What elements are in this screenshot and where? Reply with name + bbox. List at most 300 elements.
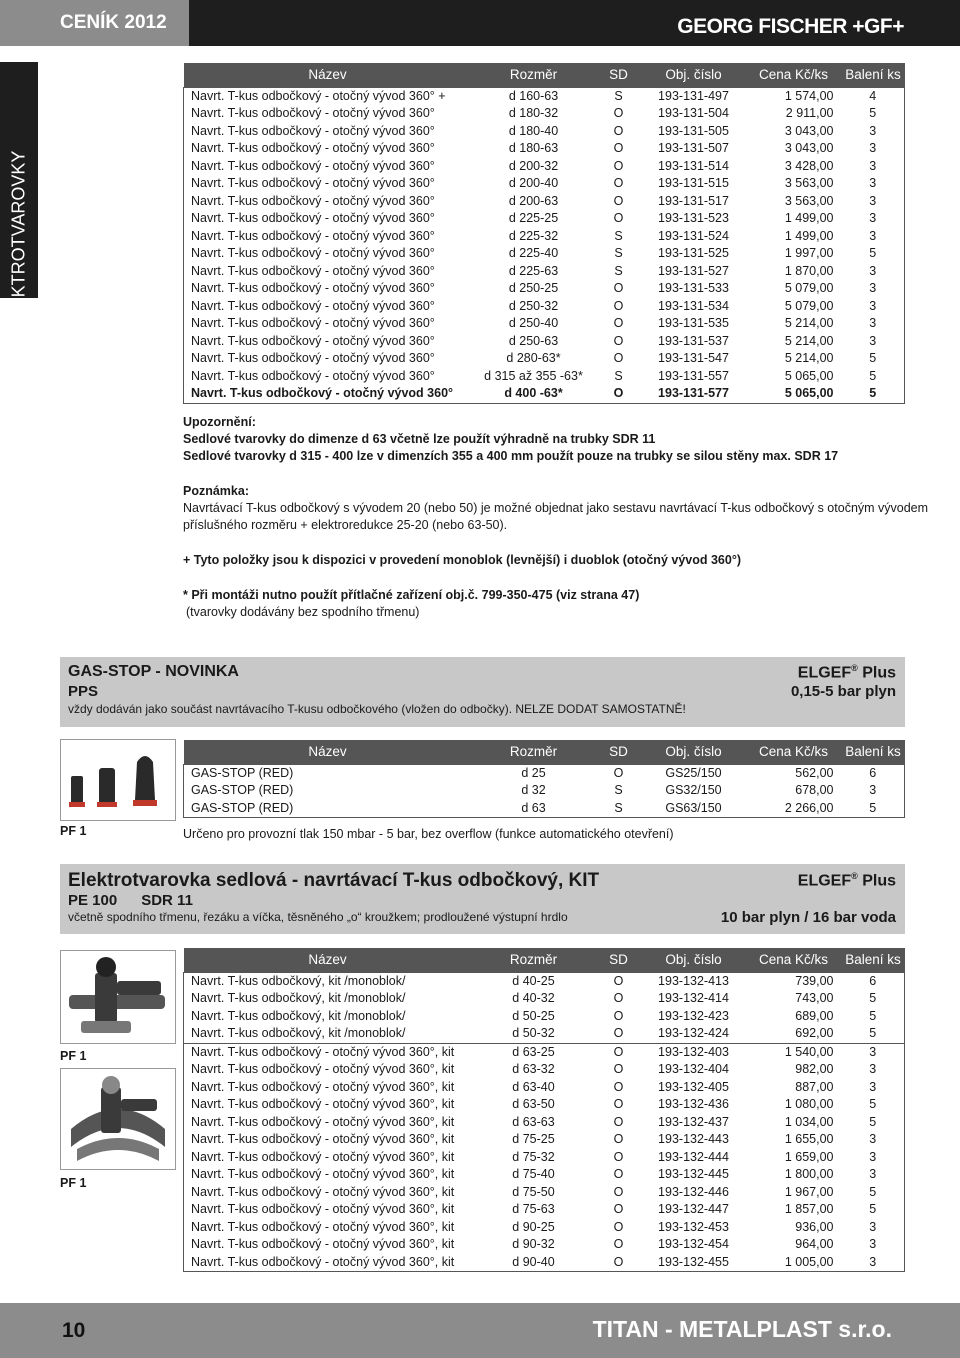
cell-sd: O bbox=[613, 141, 624, 155]
cell-name: Navrt. T-kus odbočkový - otočný vývod 360°, kit bbox=[191, 1079, 455, 1094]
cell-order-number: 193-131-537 bbox=[658, 333, 729, 348]
cell-order-number: 193-131-535 bbox=[658, 316, 729, 330]
price-table-gasstop bbox=[183, 740, 905, 818]
price-table-tees bbox=[183, 63, 905, 404]
cell-name: Navrt. T-kus odbočkový - otočný vývod 360°, kit bbox=[184, 1043, 472, 1061]
table-row bbox=[184, 333, 905, 351]
cell-sd: O bbox=[613, 1254, 624, 1269]
cell-pack: 3 bbox=[869, 316, 877, 330]
cell-name: Navrt. T-kus odbočkový, kit /monoblok/ bbox=[191, 973, 406, 988]
cell-name: Navrt. T-kus odbočkový - otočný vývod 360° bbox=[191, 106, 435, 120]
cell-name: Navrt. T-kus odbočkový - otočný vývod 360°, kit bbox=[191, 1254, 455, 1269]
kit-rotating-image bbox=[60, 1068, 176, 1170]
cell-name: Navrt. T-kus odbočkový - otočný vývod 360°, kit bbox=[191, 1184, 455, 1199]
table-row bbox=[184, 990, 905, 1008]
cell-name: Navrt. T-kus odbočkový - otočný vývod 360° bbox=[191, 368, 435, 383]
cell-pack: 3 bbox=[869, 176, 877, 190]
cell-sd: O bbox=[613, 316, 624, 330]
col-pack: Balení ks bbox=[842, 948, 905, 972]
table-header-row bbox=[184, 63, 905, 87]
warning-line-2: Sedlové tvarovky d 315 - 400 lze v dimenzích 355 a 400 mm použít pouze na trubky se silou stěny max. SDR 17 bbox=[183, 449, 839, 463]
cell-order-number: 193-132-405 bbox=[658, 1079, 729, 1094]
cell-price: 692,00 bbox=[795, 1026, 834, 1040]
cell-sd: O bbox=[613, 351, 624, 365]
cell-name: Navrt. T-kus odbočkový - otočný vývod 360° + bbox=[191, 88, 446, 103]
cell-size: d 225-40 bbox=[508, 246, 559, 260]
cell-sd: O bbox=[613, 211, 624, 225]
cell-price: 5 214,00 bbox=[784, 333, 834, 348]
table-row bbox=[184, 1096, 905, 1114]
cell-price: 1 800,00 bbox=[784, 1167, 834, 1181]
brand-logo: GEORG FISCHER +GF+ bbox=[677, 15, 904, 38]
cell-pack: 3 bbox=[869, 1219, 877, 1234]
kit-title: Elektrotvarovka sedlová - navrtávací T-kus odbočkový, KIT bbox=[68, 870, 600, 891]
cell-price: 678,00 bbox=[795, 783, 834, 797]
cell-pack: 5 bbox=[869, 1202, 877, 1216]
col-order-number: Obj. číslo bbox=[642, 948, 746, 972]
cell-pack: 3 bbox=[869, 123, 877, 138]
col-size: Rozměr bbox=[472, 948, 596, 972]
cell-pack: 5 bbox=[869, 368, 877, 383]
cell-name: Navrt. T-kus odbočkový - otočný vývod 360° bbox=[191, 141, 435, 155]
gasstop-title: GAS-STOP - NOVINKA bbox=[68, 663, 239, 680]
table-row bbox=[184, 228, 905, 246]
table-row bbox=[184, 1166, 905, 1184]
cell-order-number: 193-131-525 bbox=[658, 246, 729, 260]
cell-order-number: 193-132-437 bbox=[658, 1114, 729, 1129]
kit-material: PE 100 bbox=[68, 892, 118, 909]
cell-order-number: 193-132-436 bbox=[658, 1097, 729, 1111]
table-header-row bbox=[184, 948, 905, 972]
cell-price: 1 659,00 bbox=[784, 1149, 834, 1164]
cell-name: Navrt. T-kus odbočkový - otočný vývod 360°, kit bbox=[191, 1219, 455, 1234]
cell-pack: 3 bbox=[869, 1062, 877, 1076]
cell-pack: 5 bbox=[869, 386, 877, 400]
cell-sd: O bbox=[613, 193, 624, 208]
tapping-tee-monoblok-icon bbox=[61, 951, 175, 1043]
table-row bbox=[184, 1025, 905, 1043]
cell-size: d 50-25 bbox=[512, 1008, 555, 1023]
cell-price: 1 499,00 bbox=[784, 228, 834, 243]
cell-order-number: 193-132-443 bbox=[658, 1132, 729, 1146]
col-sd: SD bbox=[596, 948, 642, 972]
table-row bbox=[184, 280, 905, 298]
cell-price: 5 065,00 bbox=[784, 386, 834, 400]
cell-pack: 3 bbox=[869, 228, 877, 243]
cell-price: 982,00 bbox=[795, 1062, 834, 1076]
company-name: TITAN - METALPLAST s.r.o. bbox=[592, 1316, 892, 1342]
cell-order-number: 193-132-423 bbox=[658, 1008, 729, 1023]
col-order-number: Obj. číslo bbox=[642, 740, 746, 764]
cell-size: d 200-32 bbox=[508, 158, 559, 173]
cell-order-number: 193-132-413 bbox=[658, 973, 729, 988]
col-sd: SD bbox=[596, 63, 642, 87]
cell-sd: O bbox=[613, 1097, 624, 1111]
cell-sd: O bbox=[613, 1114, 624, 1129]
table-row bbox=[184, 298, 905, 316]
cell-size: d 63-40 bbox=[512, 1079, 555, 1094]
cell-size: d 63-25 bbox=[472, 1043, 596, 1061]
cell-pack: 3 bbox=[869, 211, 877, 225]
cell-sd: O bbox=[613, 1026, 624, 1040]
cell-order-number: 193-131-517 bbox=[658, 193, 729, 208]
cell-order-number: 193-132-424 bbox=[658, 1026, 729, 1040]
table-row bbox=[184, 1079, 905, 1097]
registered-mark: ® bbox=[851, 663, 858, 673]
cell-order-number: 193-131-504 bbox=[658, 106, 729, 120]
cell-price: 3 043,00 bbox=[784, 123, 834, 138]
cell-order-number: 193-131-515 bbox=[658, 176, 729, 190]
cell-sd: O bbox=[613, 765, 624, 780]
col-price: Cena Kč/ks bbox=[746, 63, 842, 87]
cell-order-number: GS32/150 bbox=[665, 783, 722, 797]
cell-sd: S bbox=[614, 246, 623, 260]
cell-order-number: 193-132-455 bbox=[658, 1254, 729, 1269]
cell-pack: 5 bbox=[869, 1097, 877, 1111]
cell-pack: 5 bbox=[869, 1184, 877, 1199]
table-row bbox=[184, 87, 905, 105]
table-row bbox=[184, 1114, 905, 1132]
cell-sd: O bbox=[613, 158, 624, 173]
cell-name: Navrt. T-kus odbočkový - otočný vývod 360° bbox=[191, 333, 435, 348]
cell-pack: 6 bbox=[869, 973, 877, 988]
cell-order-number: 193-132-447 bbox=[658, 1202, 729, 1216]
cell-sd: O bbox=[613, 333, 624, 348]
kit-brand bbox=[798, 871, 896, 890]
cell-size: d 63-63 bbox=[512, 1114, 555, 1129]
table-row bbox=[184, 245, 905, 263]
col-name: Název bbox=[184, 948, 472, 972]
cell-pack: 3 bbox=[869, 193, 877, 208]
cell-size: d 250-40 bbox=[508, 316, 559, 330]
cell-order-number: 193-131-523 bbox=[658, 211, 729, 225]
footer-bar bbox=[0, 1303, 960, 1358]
cell-size: d 75-50 bbox=[512, 1184, 555, 1199]
cell-order-number: 193-132-403 bbox=[642, 1043, 746, 1061]
cell-size: d 32 bbox=[521, 783, 546, 797]
page-number: 10 bbox=[62, 1319, 86, 1342]
cell-order-number: 193-132-446 bbox=[658, 1184, 729, 1199]
cell-price: 1 080,00 bbox=[784, 1097, 834, 1111]
cell-name: Navrt. T-kus odbočkový - otočný vývod 360°, kit bbox=[191, 1062, 455, 1076]
cell-pack: 3 bbox=[869, 263, 877, 278]
cell-order-number: 193-131-527 bbox=[658, 263, 729, 278]
gasstop-brand bbox=[798, 663, 896, 682]
cell-size: d 180-40 bbox=[508, 123, 559, 138]
cell-name: Navrt. T-kus odbočkový - otočný vývod 360° bbox=[191, 351, 435, 365]
kit-monoblok-image bbox=[60, 950, 176, 1044]
remark-line-2: příslušného rozměru + elektroredukce 25-20 (nebo 63-50). bbox=[183, 518, 508, 532]
warning-title: Upozornění: bbox=[183, 415, 256, 429]
cell-sd: S bbox=[614, 88, 623, 103]
cell-name: Navrt. T-kus odbočkový - otočný vývod 360°, kit bbox=[191, 1097, 455, 1111]
remark-line-1: Navrtávací T-kus odbočkový s vývodem 20 (nebo 50) je možné objednat jako sestavu navrtávací T-kus odbočkový s otočným vývodem bbox=[183, 501, 929, 515]
cell-sd: S bbox=[614, 783, 623, 797]
kit-header bbox=[60, 864, 905, 934]
cell-order-number: 193-132-414 bbox=[658, 991, 729, 1005]
cell-order-number: 193-132-453 bbox=[658, 1219, 729, 1234]
cell-sd: O bbox=[613, 1132, 624, 1146]
table-row bbox=[184, 350, 905, 368]
cell-order-number: 193-132-454 bbox=[658, 1237, 729, 1251]
cell-size: d 225-63 bbox=[508, 263, 559, 278]
kit-sdr: SDR 11 bbox=[141, 892, 193, 909]
table-row bbox=[184, 140, 905, 158]
cell-size: d 180-63 bbox=[508, 141, 559, 155]
col-price: Cena Kč/ks bbox=[746, 948, 842, 972]
cell-size: d 180-32 bbox=[508, 106, 559, 120]
cell-price: 689,00 bbox=[795, 1008, 834, 1023]
col-size: Rozměr bbox=[472, 63, 596, 87]
cell-name: Navrt. T-kus odbočkový, kit /monoblok/ bbox=[191, 1008, 406, 1023]
cell-name: Navrt. T-kus odbočkový - otočný vývod 360° bbox=[191, 158, 435, 173]
cell-name: Navrt. T-kus odbočkový - otočný vývod 360° bbox=[191, 316, 435, 330]
cell-order-number: 193-132-404 bbox=[658, 1062, 729, 1076]
table-row bbox=[184, 800, 905, 818]
cell-pack: 3 bbox=[869, 158, 877, 173]
cell-name: Navrt. T-kus odbočkový - otočný vývod 360°, kit bbox=[191, 1202, 455, 1216]
cell-pack: 3 bbox=[869, 281, 877, 295]
cell-size: d 25 bbox=[521, 765, 546, 780]
brand-name: ELGEF bbox=[797, 664, 852, 682]
cell-name: Navrt. T-kus odbočkový - otočný vývod 360° bbox=[191, 246, 435, 260]
cell-price: 5 214,00 bbox=[784, 351, 834, 365]
cell-pack: 3 bbox=[869, 141, 877, 155]
kit-description: včetně spodního třmenu, řezáku a víčka, těsněného „o“ kroužkem; prodloužené výstupní hrdlo bbox=[68, 910, 568, 924]
table-row bbox=[184, 1131, 905, 1149]
cell-price: 5 079,00 bbox=[784, 281, 834, 295]
table-row bbox=[184, 175, 905, 193]
cell-pack: 5 bbox=[869, 351, 877, 365]
cell-name: Navrt. T-kus odbočkový - otočný vývod 360°, kit bbox=[191, 1132, 455, 1146]
warning-line-1: Sedlové tvarovky do dimenze d 63 včetně lze použít výhradně na trubky SDR 11 bbox=[183, 432, 656, 446]
cell-size: d 315 až 355 -63* bbox=[484, 368, 583, 383]
table-row bbox=[184, 782, 905, 800]
col-size: Rozměr bbox=[472, 740, 596, 764]
cell-sd: O bbox=[613, 123, 624, 138]
cell-name: Navrt. T-kus odbočkový, kit /monoblok/ bbox=[191, 991, 406, 1005]
cell-pack: 3 bbox=[869, 783, 877, 797]
cell-sd: O bbox=[613, 1202, 624, 1216]
table-row bbox=[184, 1219, 905, 1237]
brand-suffix: Plus bbox=[857, 664, 896, 682]
table-row bbox=[184, 1008, 905, 1026]
cell-name: Navrt. T-kus odbočkový - otočný vývod 360° bbox=[191, 228, 435, 243]
cell-price: 3 428,00 bbox=[784, 158, 834, 173]
cell-order-number: GS63/150 bbox=[665, 800, 722, 815]
cell-pack: 3 bbox=[869, 1079, 877, 1094]
cell-price: 887,00 bbox=[795, 1079, 834, 1094]
cell-sd: O bbox=[613, 281, 624, 295]
cell-size: d 200-63 bbox=[508, 193, 559, 208]
cell-order-number: 193-131-505 bbox=[658, 123, 729, 138]
cell-order-number: 193-131-524 bbox=[658, 228, 729, 243]
cell-pack: 3 bbox=[842, 1043, 905, 1061]
cell-name: Navrt. T-kus odbočkový - otočný vývod 360°, kit bbox=[191, 1167, 455, 1181]
cell-size: d 90-40 bbox=[512, 1254, 555, 1269]
cell-pack: 5 bbox=[869, 991, 877, 1005]
cell-pack: 3 bbox=[869, 298, 877, 313]
table-row bbox=[184, 1184, 905, 1202]
cell-price: 1 655,00 bbox=[784, 1132, 834, 1146]
cell-order-number: 193-131-534 bbox=[658, 298, 729, 313]
cell-name: Navrt. T-kus odbočkový - otočný vývod 360° bbox=[191, 386, 454, 400]
gas-stop-plugs-icon bbox=[61, 740, 175, 820]
cell-size: d 400 -63* bbox=[504, 386, 563, 400]
cell-name: Navrt. T-kus odbočkový - otočný vývod 360°, kit bbox=[191, 1149, 455, 1164]
cell-price: 1 997,00 bbox=[784, 246, 834, 260]
cell-price: 5 065,00 bbox=[784, 368, 834, 383]
cell-order-number: 193-132-445 bbox=[658, 1167, 729, 1181]
cell-sd: O bbox=[613, 176, 624, 190]
cell-size: d 63-50 bbox=[512, 1097, 555, 1111]
cell-pack: 5 bbox=[869, 800, 877, 815]
cell-name: Navrt. T-kus odbočkový - otočný vývod 360° bbox=[191, 298, 435, 313]
cell-sd: O bbox=[613, 1079, 624, 1094]
cell-name: Navrt. T-kus odbočkový - otočný vývod 360° bbox=[191, 211, 435, 225]
cell-size: d 50-32 bbox=[512, 1026, 555, 1040]
cell-size: d 75-32 bbox=[512, 1149, 555, 1164]
cell-price: 3 563,00 bbox=[784, 176, 834, 190]
star-note-2: (tvarovky dodávány bez spodního třmenu) bbox=[186, 605, 420, 619]
cell-sd: S bbox=[614, 800, 623, 815]
gasstop-subtitle: PPS bbox=[68, 683, 99, 700]
cell-pack: 5 bbox=[869, 1114, 877, 1129]
table-row bbox=[184, 1236, 905, 1254]
price-table-kit bbox=[183, 948, 905, 1272]
cell-order-number: 193-131-577 bbox=[658, 386, 729, 400]
cell-sd: O bbox=[613, 1167, 624, 1181]
table-row bbox=[184, 123, 905, 141]
table-row bbox=[184, 315, 905, 333]
gasstop-header bbox=[60, 657, 905, 727]
gasstop-note: Určeno pro provozní tlak 150 mbar - 5 bar, bez overflow (funkce automatického otevření) bbox=[183, 827, 674, 841]
table-row bbox=[184, 385, 905, 403]
remark-title: Poznámka: bbox=[183, 484, 249, 498]
cell-price: 936,00 bbox=[795, 1219, 834, 1234]
cell-size: d 160-63 bbox=[508, 88, 559, 103]
plus-note: + Tyto položky jsou k dispozici v provedení monoblok (levnější) i duoblok (otočný vývod 360°) bbox=[183, 553, 741, 567]
cell-pack: 5 bbox=[869, 106, 877, 120]
section-tab bbox=[0, 62, 38, 332]
cell-price: 1 499,00 bbox=[784, 211, 834, 225]
cell-order-number: 193-131-533 bbox=[658, 281, 729, 295]
cell-sd: S bbox=[614, 263, 623, 278]
cell-name: Navrt. T-kus odbočkový, kit /monoblok/ bbox=[191, 1026, 406, 1040]
cell-order-number: 193-131-557 bbox=[658, 368, 729, 383]
table-row bbox=[184, 1201, 905, 1219]
kit-subtitle bbox=[68, 892, 193, 909]
cell-order-number: 193-131-547 bbox=[658, 351, 729, 365]
table-row bbox=[184, 1043, 905, 1061]
cell-sd: O bbox=[613, 973, 624, 988]
gasstop-pf-label: PF 1 bbox=[60, 824, 87, 838]
cell-size: d 225-25 bbox=[508, 211, 559, 225]
cell-name: GAS-STOP (RED) bbox=[191, 783, 294, 797]
cell-size: d 90-32 bbox=[512, 1237, 555, 1251]
cell-pack: 6 bbox=[869, 765, 877, 780]
cell-name: Navrt. T-kus odbočkový - otočný vývod 360°, kit bbox=[191, 1114, 455, 1129]
cell-pack: 3 bbox=[869, 1132, 877, 1146]
cell-order-number: GS25/150 bbox=[665, 765, 722, 780]
cell-pack: 5 bbox=[869, 246, 877, 260]
table-row bbox=[184, 1254, 905, 1272]
col-pack: Balení ks bbox=[842, 740, 905, 764]
table-row bbox=[184, 158, 905, 176]
cell-name: Navrt. T-kus odbočkový - otočný vývod 360° bbox=[191, 263, 435, 278]
cell-sd: O bbox=[613, 1149, 624, 1164]
cell-pack: 4 bbox=[869, 88, 877, 103]
cell-name: Navrt. T-kus odbočkový - otočný vývod 360°, kit bbox=[191, 1237, 455, 1251]
cell-pack: 5 bbox=[869, 1026, 877, 1040]
gasstop-pressure: 0,15-5 bar plyn bbox=[790, 683, 896, 700]
cell-sd: O bbox=[613, 106, 624, 120]
cell-name: GAS-STOP (RED) bbox=[191, 800, 294, 815]
table-body bbox=[184, 87, 905, 403]
tapping-tee-rotating-icon bbox=[61, 1069, 175, 1169]
cell-order-number: 193-131-507 bbox=[658, 141, 729, 155]
cell-price: 1 034,00 bbox=[784, 1114, 834, 1129]
cell-pack: 3 bbox=[869, 1167, 877, 1181]
table-row bbox=[184, 1061, 905, 1079]
cell-order-number: 193-132-444 bbox=[658, 1149, 729, 1164]
brand-suffix: Plus bbox=[857, 872, 896, 890]
cell-order-number: 193-131-497 bbox=[658, 88, 729, 103]
cell-size: d 75-40 bbox=[512, 1167, 555, 1181]
cell-pack: 3 bbox=[869, 1237, 877, 1251]
col-sd: SD bbox=[596, 740, 642, 764]
cell-size: d 250-25 bbox=[508, 281, 559, 295]
cell-price: 1 540,00 bbox=[746, 1043, 842, 1061]
cell-price: 3 043,00 bbox=[784, 141, 834, 155]
cell-size: d 40-32 bbox=[512, 991, 555, 1005]
cell-sd: O bbox=[596, 1043, 642, 1061]
header-bar bbox=[0, 0, 960, 46]
cell-size: d 63 bbox=[521, 800, 546, 815]
cell-price: 2 266,00 bbox=[784, 800, 834, 815]
col-order-number: Obj. číslo bbox=[642, 63, 746, 87]
cell-sd: O bbox=[613, 1237, 624, 1251]
cell-size: d 63-32 bbox=[512, 1062, 555, 1076]
cell-sd: O bbox=[613, 991, 624, 1005]
col-price: Cena Kč/ks bbox=[746, 740, 842, 764]
cell-size: d 40-25 bbox=[512, 973, 555, 988]
table-body bbox=[184, 972, 905, 1272]
cell-name: Navrt. T-kus odbočkový - otočný vývod 360° bbox=[191, 176, 435, 190]
cell-sd: O bbox=[613, 386, 624, 400]
cell-pack: 3 bbox=[869, 1149, 877, 1164]
cell-price: 3 563,00 bbox=[784, 193, 834, 208]
cell-pack: 3 bbox=[869, 333, 877, 348]
cell-sd: O bbox=[613, 298, 624, 313]
section-tab-label: ELEKTROTVAROVKY bbox=[8, 150, 29, 332]
gasstop-product-image bbox=[60, 739, 176, 821]
cell-price: 1 967,00 bbox=[784, 1184, 834, 1199]
cell-pack: 5 bbox=[869, 1008, 877, 1023]
cell-sd: S bbox=[614, 368, 623, 383]
cell-name: GAS-STOP (RED) bbox=[191, 765, 294, 780]
cell-sd: O bbox=[613, 1008, 624, 1023]
table-header-row bbox=[184, 740, 905, 764]
star-note: * Při montáži nutno použít přítlačné zařízení obj.č. 799-350-475 (viz strana 47) bbox=[183, 588, 640, 602]
cell-price: 964,00 bbox=[795, 1237, 834, 1251]
cell-sd: O bbox=[613, 1219, 624, 1234]
cell-size: d 200-40 bbox=[508, 176, 559, 190]
cell-price: 562,00 bbox=[795, 765, 834, 780]
cell-size: d 90-25 bbox=[512, 1219, 555, 1234]
col-name: Název bbox=[184, 740, 472, 764]
cell-price: 739,00 bbox=[795, 973, 834, 988]
